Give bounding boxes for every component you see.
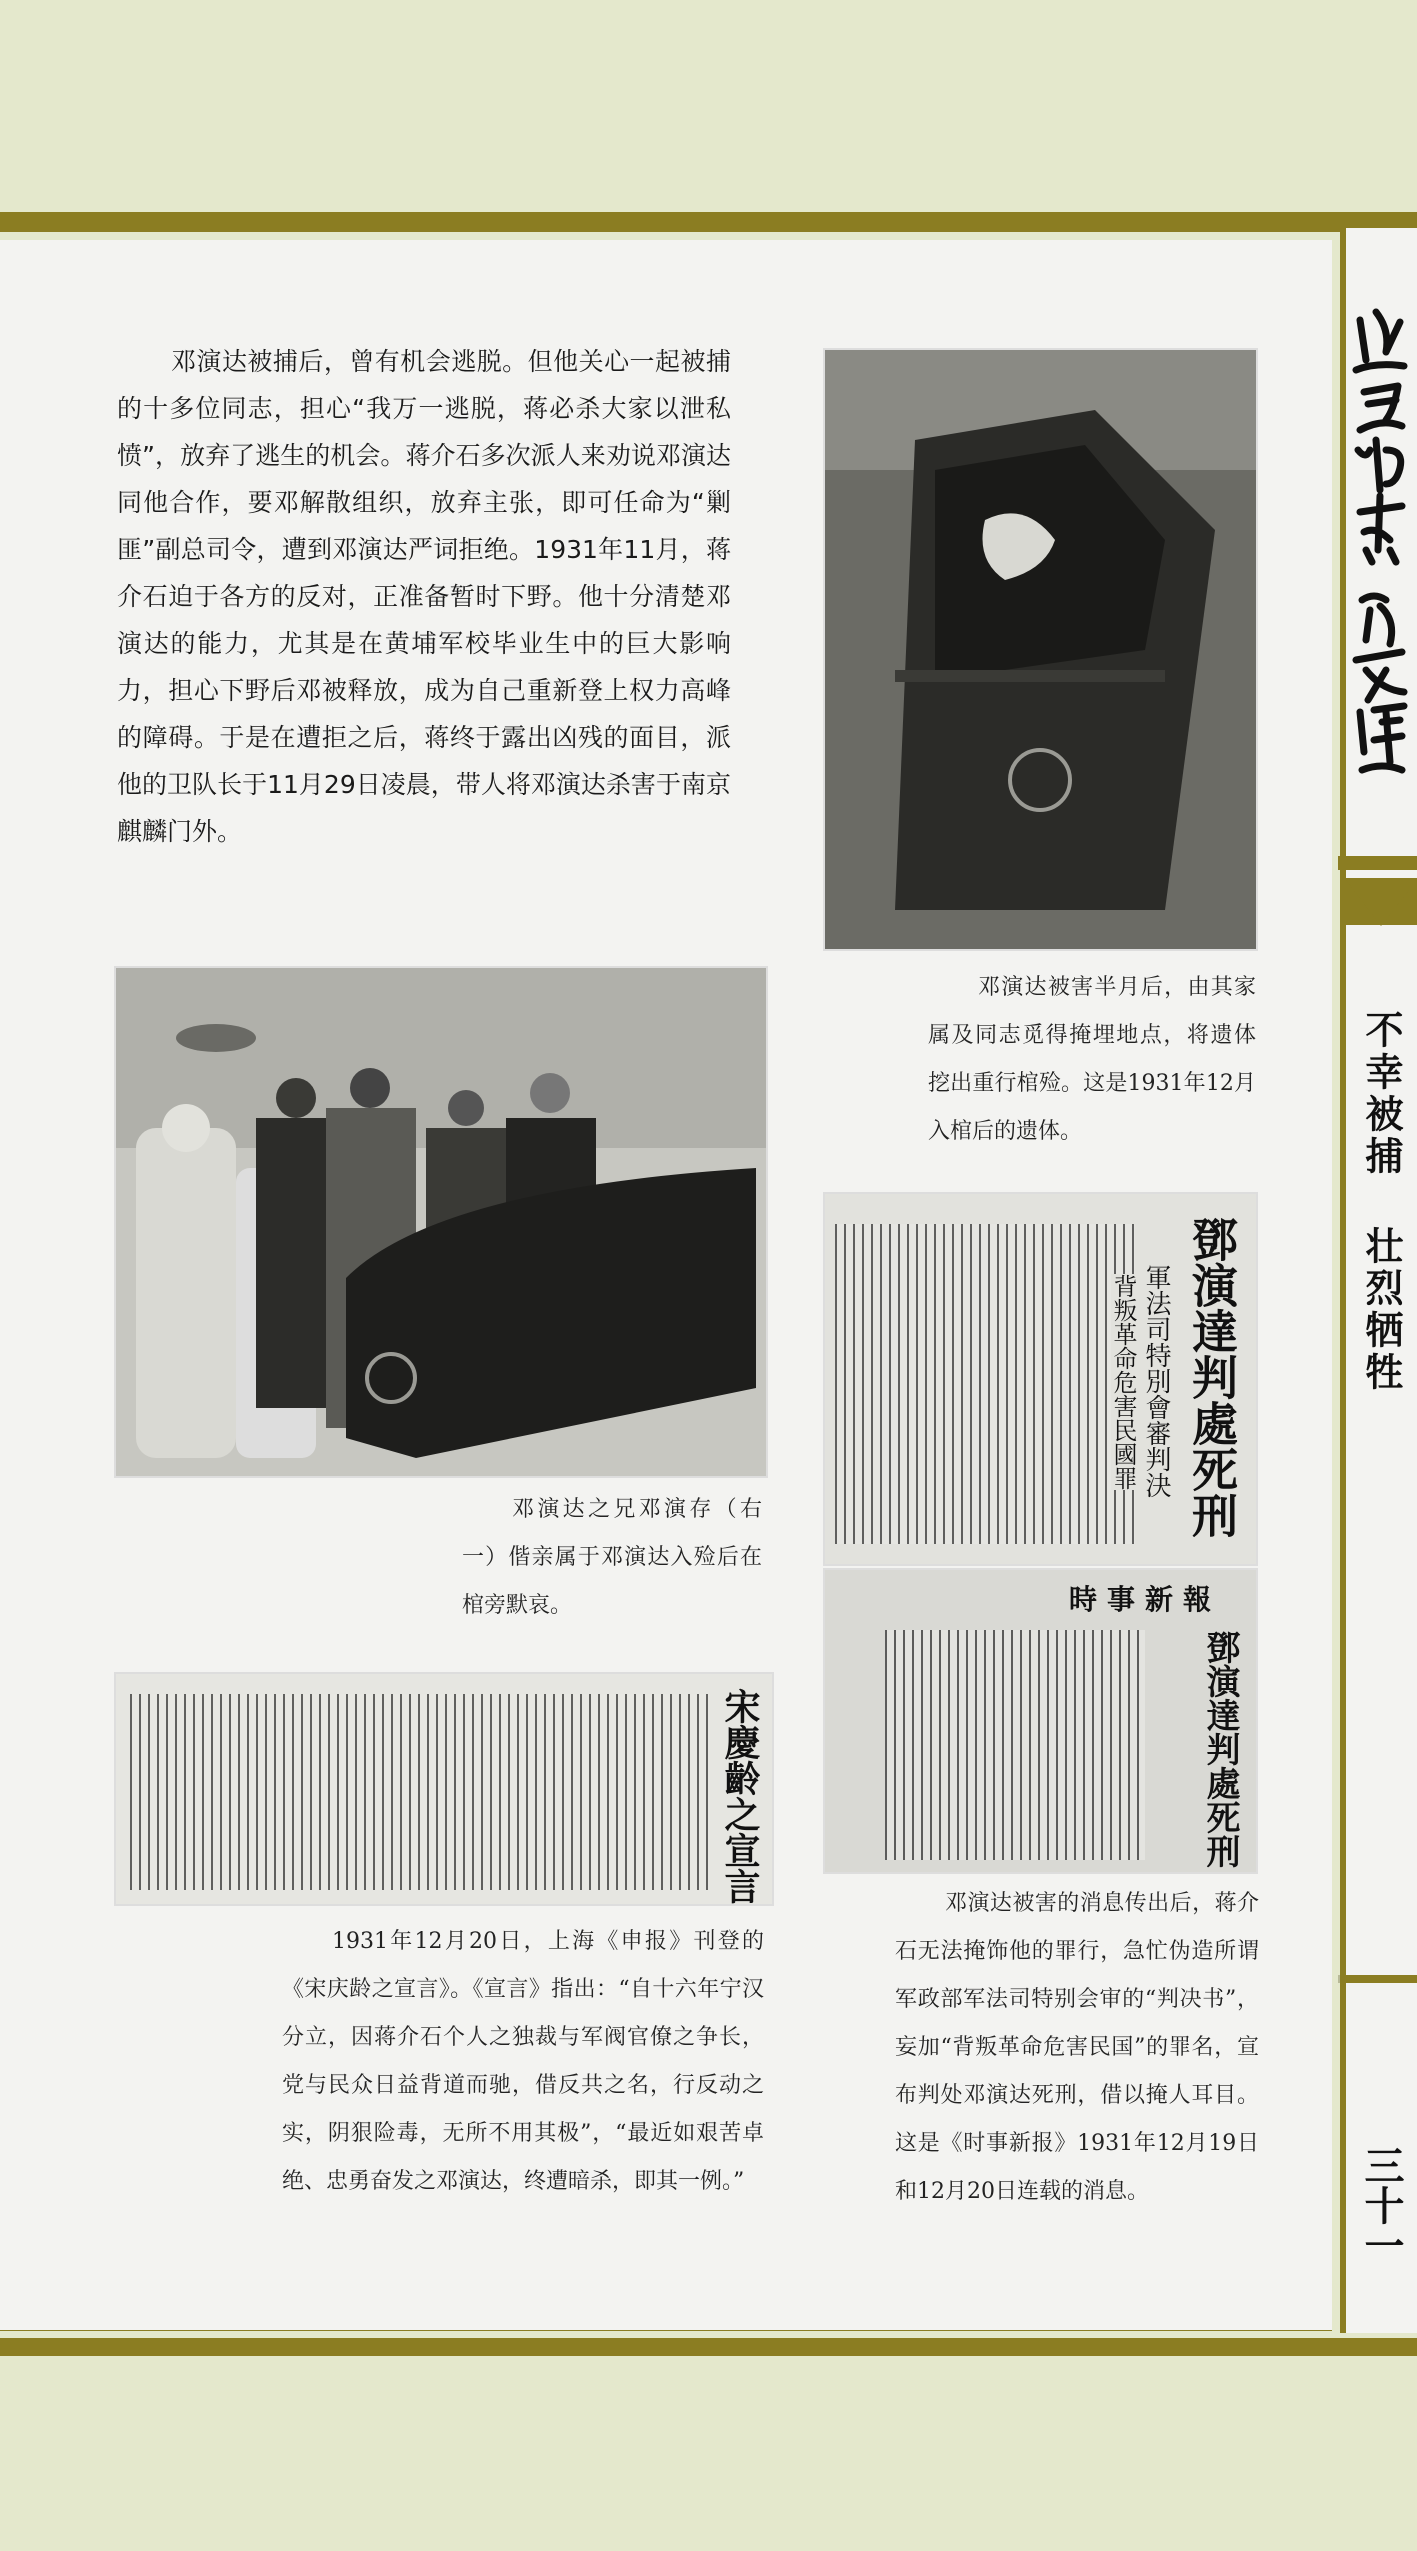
clipping-2-headline: 鄧演達判處死刑 (1175, 1630, 1245, 1868)
clipping-2-text-columns (885, 1630, 1145, 1860)
caption-shenbao: 1931年12月20日，上海《申报》刊登的《宋庆龄之宣言》。《宣言》指出：“自十六年宁汉分立，因蒋介石个人之独裁与军阀官僚之争长，党与民众日益背道而驰，借反共之名，行反动之实，阴狠险毒，无所不用其极”，“最近如艰苦卓绝、忠勇奋发之邓演达，终遭暗杀，即其一例。” (282, 1929, 764, 2194)
shenbao-text-columns (130, 1694, 710, 1890)
bottom-olive-bar (0, 2338, 1417, 2356)
section-title: 不幸被捕 壮烈牺牲 (1359, 1010, 1403, 1394)
photo-newspaper-clipping-2 (823, 1568, 1258, 1874)
top-olive-bar (0, 212, 1417, 232)
family-photo-image (116, 968, 766, 1476)
sidebar-tab-arrow (1346, 880, 1417, 926)
calligraphy-motto (1346, 300, 1417, 780)
main-paragraph: 邓演达被捕后，曾有机会逃脱。但他关心一起被捕的十多位同志，担心“我万一逃脱，蒋必杀大家以泄私愤”，放弃了逃生的机会。蒋介石多次派人来劝说邓演达同他合作，要邓解散组织，放弃主张，即可任命为“剿匪”副总司令，遭到邓演达严词拒绝。1931年11月，蒋介石迫于各方的反对，正准备暂时下野。他十分清楚邓演达的能力，尤其是在黄埔军校毕业生中的巨大影响力，担心下野后邓被释放，成为自己重新登上权力高峰的障碍。于是在遭拒之后，蒋终于露出凶残的面目，派他的卫队长于11月29日凌晨，带人将邓演达杀害于南京麒麟门外。 (117, 347, 731, 846)
photo-shenbao-declaration (114, 1672, 774, 1906)
clipping-2-masthead: 時事新報 (1068, 1583, 1221, 1616)
sidebar-divider (1338, 856, 1417, 870)
photo-family-coffin (114, 966, 768, 1478)
clipping-1-text-columns (835, 1224, 1135, 1544)
clipping-1-headline: 鄧演達判處死刑 (1185, 1216, 1245, 1538)
coffin-body-image (825, 350, 1256, 949)
clipping-1-subhead-2: 背叛革命危害民國罪 (1111, 1274, 1141, 1490)
photo-coffin-body (823, 348, 1258, 951)
caption-coffin-body: 邓演达被害半月后，由其家属及同志觅得掩埋地点，将遗体挖出重行棺殓。这是1931年12月入棺后的遗体。 (928, 975, 1256, 1144)
caption-family-photo: 邓演达之兄邓演存（右一）偕亲属于邓演达入殓后在棺旁默哀。 (462, 1497, 762, 1618)
caption-newspaper: 邓演达被害的消息传出后，蒋介石无法掩饰他的罪行，急忙伪造所谓军政部军法司特别会审的“判决书”，妄加“背叛革命危害民国”的罪名，宣布判处邓演达死刑，借以掩人耳目。这是《时事新报》1931年12月19日和12月20日连载的消息。 (895, 1891, 1259, 2204)
photo-newspaper-clipping-1 (823, 1192, 1258, 1566)
page-number: 三十一 (1358, 2145, 1404, 2265)
shenbao-title: 宋慶齡之宣言 (722, 1688, 766, 1904)
top-band (0, 0, 1417, 212)
clipping-1-subhead-1: 軍法司特別會審判決 (1143, 1264, 1175, 1498)
